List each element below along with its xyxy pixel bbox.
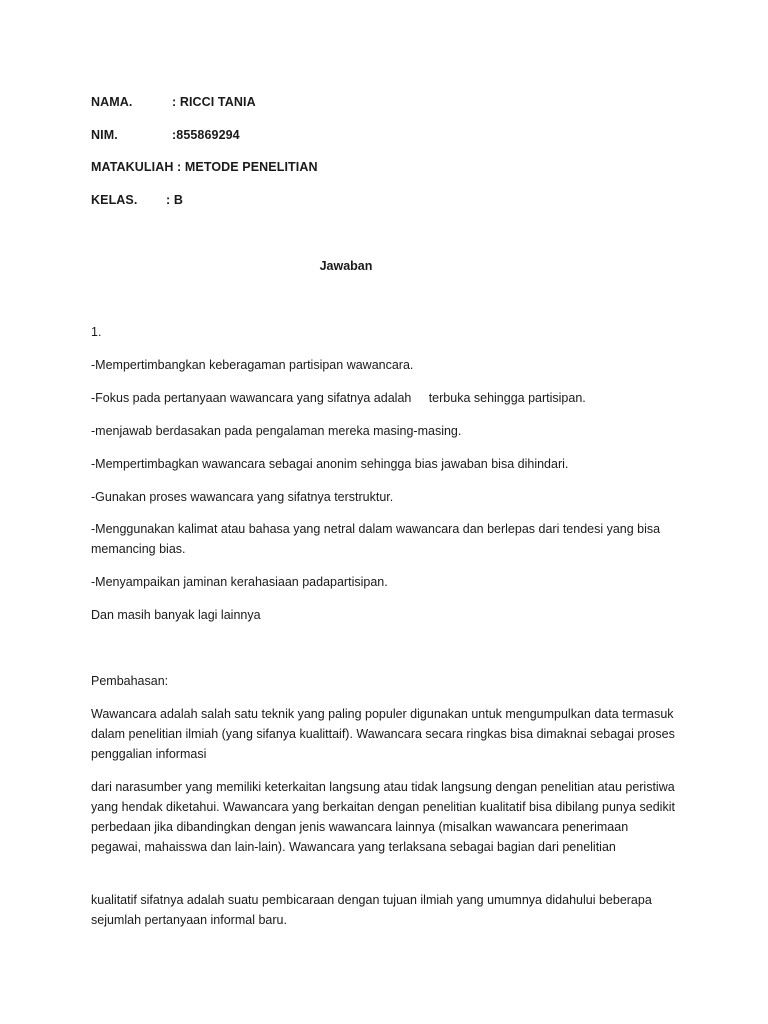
answer-item-7: -Menyampaikan jaminan kerahasiaan padapartisipan.	[91, 575, 388, 589]
kelas-label: KELAS.	[91, 193, 138, 207]
answer-closing: Dan masih banyak lagi lainnya	[91, 608, 261, 622]
answer-item-1: -Mempertimbangkan keberagaman partisipan wawancara.	[91, 358, 414, 372]
nama-value: : RICCI TANIA	[172, 95, 256, 109]
discussion-paragraph-3: kualitatif sifatnya adalah suatu pembicaraan dengan tujuan ilmiah yang umumnya didahului beberapa sejumlah pertanyaan informal baru.	[91, 893, 652, 927]
nim-label: NIM.	[91, 128, 118, 142]
kelas-row	[91, 193, 183, 207]
nim-value: :855869294	[172, 128, 240, 142]
answer-item-6: -Menggunakan kalimat atau bahasa yang netral dalam wawancara dan berlepas dari tendesi yang bisa memancing bias.	[91, 522, 661, 556]
answer-number: 1.	[91, 325, 102, 339]
nim-row	[91, 128, 240, 142]
answer-item-4: -Mempertimbagkan wawancara sebagai anonim sehingga bias jawaban bisa dihindari.	[91, 457, 569, 471]
discussion-heading: Pembahasan:	[91, 674, 169, 688]
discussion-paragraph-2: dari narasumber yang memiliki keterkaitan langsung atau tidak langsung dengan penelitian atau peristiwa yang hendak diketahui. Wawancara yang berkaitan dengan penelitian kualitatif bisa dibilang punya sedikit perbedaan jika dibandingkan dengan jenis wawancara lainnya (misalkan wawancara penerimaan pegawai, mahaisswa dan lain-lain). Wawancara yang terlaksana sebagai bagian dari penelitian	[91, 780, 675, 854]
page-title: Jawaban	[319, 259, 373, 273]
kelas-value: : B	[166, 193, 183, 207]
matakuliah-row: MATAKULIAH : METODE PENELITIAN	[91, 160, 318, 174]
answer-item-2: -Fokus pada pertanyaan wawancara yang sifatnya adalah terbuka sehingga partisipan.	[91, 391, 586, 405]
discussion-paragraph-1: Wawancara adalah salah satu teknik yang paling populer digunakan untuk mengumpulkan data termasuk dalam penelitian ilmiah (yang sifanya kualittaif). Wawancara secara ringkas bisa dimaknai sebagai proses penggalian informasi	[91, 707, 675, 761]
answer-item-3: -menjawab berdasakan pada pengalaman mereka masing-masing.	[91, 424, 462, 438]
nama-label: NAMA.	[91, 95, 133, 109]
nama-row	[91, 95, 256, 109]
answer-item-5: -Gunakan proses wawancara yang sifatnya terstruktur.	[91, 490, 394, 504]
